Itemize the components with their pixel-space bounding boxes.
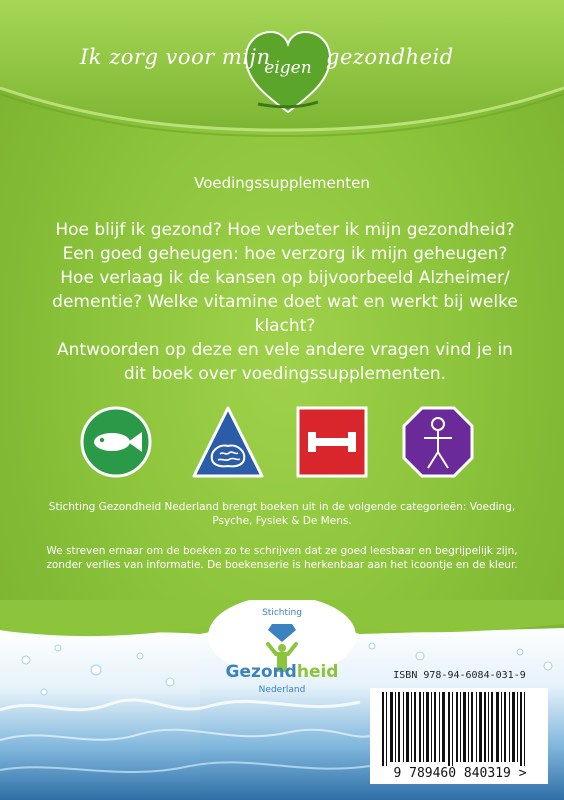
- slogan-right: gezondheid: [326, 45, 454, 69]
- slogan-heart-word: eigen: [264, 58, 312, 78]
- intro-text: [50, 218, 520, 386]
- barcode-digits: 9 789460 840319 >: [372, 766, 548, 782]
- header-banner: [0, 0, 564, 150]
- intro-answer: Antwoorden op deze en vele andere vragen vind je in dit boek over voedingssupplementen.: [57, 340, 513, 384]
- logo-name: [206, 662, 358, 682]
- person-icon: [400, 404, 476, 480]
- barcode-bars: [370, 688, 548, 768]
- dumbbell-icon: [294, 404, 370, 480]
- category-icons: [0, 404, 564, 484]
- categories-text: Stichting Gezondheid Nederland brengt boeken uit in de volgende categorieën: Voeding, Psyche, Fysiek & De Mens.: [48, 501, 516, 527]
- fish-icon: [78, 404, 154, 480]
- logo-name-part2: heid: [296, 662, 339, 682]
- logo-subtitle: Nederland: [258, 685, 306, 695]
- slogan-left: Ik zorg voor mijn: [80, 45, 271, 69]
- isbn-text: ISBN 978-94-6084-031-9: [393, 670, 526, 681]
- brain-icon: [190, 404, 266, 480]
- foundation-logo: [206, 600, 358, 710]
- mission-text: We streven ernaar om de boeken zo te schrijven dat ze goed leesbaar en begrijpelijk zijn, zonder verlies van informatie. De boekenserie is herkenbaar aan het icoontje en de kleur.: [46, 545, 518, 571]
- logo-stichting: Stichting: [262, 608, 302, 618]
- logo-name-part1: Gezond: [225, 662, 297, 682]
- intro-questions: Hoe blijf ik gezond? Hoe verbeter ik mijn gezondheid? Een goed geheugen: hoe verzorg ik mijn geheugen? Hoe verlaag ik de kansen op bijvoorbeeld Alzheimer/ dementie? Welke vitamine doet wat en werkt bij welke klacht?: [52, 220, 518, 336]
- book-title: Voedingssupplementen: [194, 174, 370, 192]
